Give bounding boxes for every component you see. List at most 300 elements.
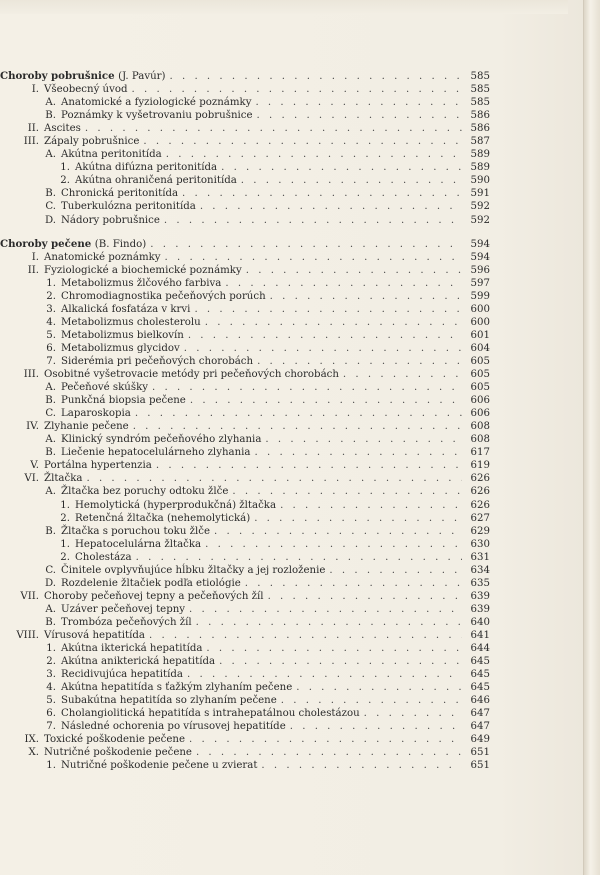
entry-title: Tuberkulózna peritonitída [61, 201, 196, 213]
entry-number: II. [27, 264, 39, 276]
entry-label [0, 251, 161, 264]
entry-number: IV. [26, 421, 39, 433]
page-number: 647 [470, 708, 490, 720]
page-number: 619 [470, 460, 490, 472]
page-number: 587 [470, 136, 490, 148]
toc-entry [0, 590, 490, 603]
entry-label [0, 368, 339, 381]
toc-entry [0, 174, 490, 187]
toc-entry [0, 214, 490, 227]
entry-number: A. [45, 97, 56, 109]
toc-chapter-heading [0, 238, 490, 251]
toc-entry [0, 394, 490, 407]
entry-number: 2. [60, 512, 70, 524]
page-number: 586 [470, 110, 490, 122]
entry-label [0, 135, 139, 148]
entry-title: Poznámky k vyšetrovaniu pobrušnice [61, 110, 253, 122]
entry-number: D. [44, 577, 56, 589]
toc-entry [0, 420, 490, 433]
page-number: 631 [470, 551, 490, 563]
leader-dots [257, 355, 462, 368]
page-number: 594 [470, 251, 490, 263]
leader-dots [329, 564, 462, 577]
entry-number: C. [45, 201, 56, 213]
entry-label [0, 277, 221, 290]
entry-number: VIII. [16, 629, 39, 641]
leader-dots [241, 174, 462, 187]
entry-number: 1. [60, 538, 70, 550]
toc-entry [0, 642, 490, 655]
entry-title: Akútna anikterická hepatitída [61, 656, 216, 668]
entry-title: Choroby pečeňovej tepny a pečeňových žíl [44, 590, 264, 602]
entry-label [0, 394, 186, 407]
leader-dots [280, 499, 462, 512]
toc-entry [0, 655, 490, 668]
page-number: 645 [470, 669, 490, 681]
entry-label [0, 174, 237, 187]
entry-label [0, 83, 128, 96]
entry-number: 1. [60, 162, 70, 174]
entry-label [0, 707, 360, 720]
entry-number: 3. [46, 669, 56, 681]
page-number: 651 [470, 747, 490, 759]
leader-dots [86, 472, 462, 485]
entry-label [0, 629, 145, 642]
entry-number: B. [45, 188, 56, 200]
page-number: 626 [470, 486, 490, 498]
entry-label [0, 538, 201, 551]
entry-label [0, 472, 82, 485]
leader-dots [343, 368, 462, 381]
leader-dots [136, 551, 462, 564]
toc-entry [0, 446, 490, 459]
toc-entry [0, 355, 490, 368]
entry-number: 1. [60, 499, 70, 511]
leader-dots [143, 135, 462, 148]
chapter-title [0, 238, 146, 251]
entry-number: 4. [46, 316, 56, 328]
leader-dots [290, 720, 462, 733]
toc-section [0, 70, 490, 227]
entry-label [0, 681, 292, 694]
entry-title: Akútna hepatitída s ťažkým zlyhaním pečene [61, 682, 293, 694]
leader-dots [296, 681, 462, 694]
page-number: 606 [470, 408, 490, 420]
toc-entry [0, 96, 490, 109]
page-number: 585 [470, 84, 490, 96]
leader-dots [156, 459, 462, 472]
entry-title: Žltačka [44, 473, 83, 485]
toc-entry [0, 329, 490, 342]
entry-number: 2. [60, 551, 70, 563]
page-number: 600 [470, 316, 490, 328]
toc-entry [0, 200, 490, 213]
entry-number: 2. [46, 290, 56, 302]
chapter-title-text: Choroby pobrušnice [0, 70, 115, 82]
entry-number: 2. [60, 175, 70, 187]
entry-label [0, 525, 210, 538]
toc-entry [0, 251, 490, 264]
toc-entry [0, 499, 490, 512]
page-number: 627 [470, 512, 490, 524]
entry-number: 1. [46, 643, 56, 655]
toc-entry [0, 472, 490, 485]
page-number: 647 [470, 721, 490, 733]
entry-title: Následné ochorenia po vírusovej hepatitíde [61, 721, 286, 733]
entry-title: Cholestáza [75, 551, 132, 563]
entry-title: Recidivujúca hepatitída [61, 669, 183, 681]
entry-number: V. [30, 460, 39, 472]
entry-label [0, 420, 129, 433]
toc-entry [0, 83, 490, 96]
toc-entry [0, 368, 490, 381]
table-of-contents [0, 70, 490, 783]
toc-entry [0, 135, 490, 148]
page-number: 596 [470, 264, 490, 276]
entry-title: Retenčná žltačka (nehemolytická) [75, 512, 251, 524]
leader-dots [164, 214, 462, 227]
entry-number: 7. [46, 355, 56, 367]
entry-title: Rozdelenie žltačiek podľa etiológie [61, 577, 241, 589]
entry-title: Laparoskopia [61, 408, 131, 420]
entry-label [0, 355, 253, 368]
entry-label [0, 512, 250, 525]
entry-label [0, 342, 180, 355]
entry-number: III. [23, 136, 39, 148]
entry-label [0, 642, 202, 655]
entry-label [0, 109, 253, 122]
entry-number: VI. [24, 473, 39, 485]
entry-label [0, 590, 264, 603]
entry-title: Akútna peritonitída [61, 149, 162, 161]
leader-dots [206, 642, 462, 655]
entry-number: 1. [46, 277, 56, 289]
entry-number: A. [45, 382, 56, 394]
book-gutter [583, 0, 600, 875]
leader-dots [196, 746, 462, 759]
toc-entry [0, 148, 490, 161]
entry-title: Chromodiagnostika pečeňových porúch [61, 290, 266, 302]
page-number: 585 [470, 97, 490, 109]
entry-number: C. [45, 408, 56, 420]
page-number: 645 [470, 682, 490, 694]
leader-dots [85, 122, 462, 135]
toc-entry [0, 694, 490, 707]
entry-number: X. [28, 747, 39, 759]
entry-label [0, 187, 178, 200]
entry-number: IX. [24, 734, 39, 746]
entry-number: I. [31, 251, 39, 263]
page-number: 605 [470, 382, 490, 394]
entry-title: Chronická peritonitída [61, 188, 179, 200]
entry-title: Ascites [44, 123, 81, 135]
entry-number: D. [44, 214, 56, 226]
leader-dots [170, 70, 463, 83]
page-number: 649 [470, 734, 490, 746]
toc-entry [0, 187, 490, 200]
entry-title: Anatomické a fyziologické poznámky [61, 97, 252, 109]
page-number: 592 [470, 201, 490, 213]
leader-dots [205, 316, 462, 329]
entry-number: B. [45, 110, 56, 122]
entry-number: I. [31, 84, 39, 96]
page-number: 629 [470, 525, 490, 537]
toc-entry [0, 746, 490, 759]
entry-number: A. [45, 603, 56, 615]
entry-title: Metabolizmus cholesterolu [61, 316, 201, 328]
toc-entry [0, 759, 490, 772]
page-number: 601 [470, 329, 490, 341]
page-number: 651 [470, 760, 490, 772]
leader-dots [133, 420, 462, 433]
entry-label [0, 668, 183, 681]
entry-label [0, 161, 217, 174]
entry-number: B. [45, 525, 56, 537]
entry-label [0, 446, 250, 459]
entry-title: Portálna hypertenzia [44, 460, 152, 472]
leader-dots [182, 187, 462, 200]
leader-dots [150, 238, 462, 251]
page-number: 630 [470, 538, 490, 550]
entry-title: Cholangiolitická hepatitída s intrahepatálnou cholestázou [61, 708, 360, 720]
toc-entry [0, 681, 490, 694]
entry-number: II. [27, 123, 39, 135]
page-number: 589 [470, 149, 490, 161]
entry-title: Nutričné poškodenie pečene [44, 747, 192, 759]
toc-entry [0, 109, 490, 122]
leader-dots [135, 407, 462, 420]
leader-dots [187, 668, 462, 681]
entry-title: Klinický syndróm pečeňového zlyhania [61, 434, 262, 446]
chapter-title [0, 70, 166, 83]
entry-number: 7. [46, 721, 56, 733]
entry-title: Osobitné vyšetrovacie metódy pri pečeňových chorobách [44, 369, 339, 381]
toc-entry [0, 668, 490, 681]
entry-title: Akútna ohraničená peritonitída [75, 175, 237, 187]
page-number: 605 [470, 355, 490, 367]
entry-title: Alkalická fosfatáza v krvi [61, 303, 191, 315]
page-number: 635 [470, 577, 490, 589]
entry-title: Zlyhanie pečene [44, 421, 129, 433]
entry-number: 5. [46, 695, 56, 707]
page-number: 641 [470, 629, 490, 641]
page-number: 639 [470, 590, 490, 602]
entry-title: Nutričné poškodenie pečene u zvierat [61, 760, 258, 772]
chapter-title-text: Choroby pečene [0, 237, 92, 250]
page-number: 604 [470, 342, 490, 354]
leader-dots [132, 83, 462, 96]
entry-label [0, 499, 276, 512]
page-number: 639 [470, 603, 490, 615]
leader-dots [364, 707, 462, 720]
entry-number: B. [45, 616, 56, 628]
toc-entry [0, 720, 490, 733]
page-number: 591 [470, 188, 490, 200]
entry-title: Anatomické poznámky [44, 251, 161, 263]
entry-label [0, 655, 215, 668]
leader-dots [166, 148, 462, 161]
leader-dots [194, 303, 462, 316]
leader-dots [200, 200, 462, 213]
entry-title: Fyziologické a biochemické poznámky [44, 264, 242, 276]
toc-entry [0, 122, 490, 135]
entry-label [0, 551, 132, 564]
page-number: 626 [470, 499, 490, 511]
entry-number: C. [45, 564, 56, 576]
page-number: 626 [470, 473, 490, 485]
page-number: 645 [470, 656, 490, 668]
leader-dots [189, 603, 462, 616]
page-number: 600 [470, 303, 490, 315]
entry-label [0, 407, 131, 420]
toc-entry [0, 603, 490, 616]
entry-label [0, 616, 192, 629]
page-number: 585 [470, 71, 490, 82]
entry-title: Zápaly pobrušnice [44, 136, 140, 148]
leader-dots [219, 655, 462, 668]
leader-dots [152, 381, 462, 394]
entry-title: Vírusová hepatitída [44, 629, 145, 641]
leader-dots [214, 525, 462, 538]
entry-number: A. [45, 149, 56, 161]
entry-title: Hepatocelulárna žltačka [75, 538, 202, 550]
entry-label [0, 381, 148, 394]
leader-dots [255, 96, 462, 109]
entry-label [0, 433, 261, 446]
page-number: 597 [470, 277, 490, 289]
toc-entry [0, 459, 490, 472]
entry-label [0, 122, 81, 135]
toc-entry [0, 707, 490, 720]
entry-title: Pečeňové skúšky [61, 382, 148, 394]
entry-number: 6. [46, 342, 56, 354]
entry-title: Hemolytická (hyperprodukčná) žltačka [75, 499, 277, 511]
entry-label [0, 96, 251, 109]
leader-dots [268, 590, 462, 603]
toc-entry [0, 342, 490, 355]
leader-dots [205, 538, 462, 551]
toc-section [0, 238, 490, 773]
page-number: 605 [470, 369, 490, 381]
entry-title: Metabolizmus bielkovín [61, 329, 184, 341]
leader-dots [281, 694, 462, 707]
toc-entry [0, 485, 490, 498]
leader-dots [270, 290, 462, 303]
toc-entry [0, 538, 490, 551]
entry-label [0, 564, 325, 577]
leader-dots [254, 512, 462, 525]
toc-entry [0, 616, 490, 629]
entry-label [0, 459, 152, 472]
entry-title: Nádory pobrušnice [61, 214, 160, 226]
entry-label [0, 200, 196, 213]
page-number: 644 [470, 643, 490, 655]
leader-dots [225, 277, 462, 290]
leader-dots [232, 485, 462, 498]
entry-title: Siderémia pri pečeňových chorobách [61, 355, 254, 367]
leader-dots [221, 161, 462, 174]
entry-number: 4. [46, 682, 56, 694]
page-number: 592 [470, 214, 490, 226]
leader-dots [149, 629, 462, 642]
entry-number: B. [45, 447, 56, 459]
entry-number: 6. [46, 708, 56, 720]
toc-entry [0, 629, 490, 642]
entry-title: Akútna difúzna peritonitída [75, 162, 218, 174]
entry-number: 5. [46, 329, 56, 341]
entry-title: Trombóza pečeňových žíl [61, 616, 192, 628]
entry-label [0, 303, 190, 316]
toc-entry [0, 161, 490, 174]
entry-number: 3. [46, 303, 56, 315]
entry-number: III. [23, 369, 39, 381]
toc-entry [0, 564, 490, 577]
page-number: 599 [470, 290, 490, 302]
entry-label [0, 316, 201, 329]
leader-dots [189, 733, 462, 746]
entry-title: Uzáver pečeňovej tepny [61, 603, 186, 615]
entry-number: A. [45, 486, 56, 498]
entry-title: Metabolizmus žlčového farbiva [61, 277, 222, 289]
leader-dots [257, 109, 462, 122]
leader-dots [265, 433, 462, 446]
entry-number: A. [45, 434, 56, 446]
entry-title: Punkčná biopsia pečene [61, 395, 186, 407]
page-number: 590 [470, 175, 490, 187]
page-number: 589 [470, 162, 490, 174]
entry-title: Liečenie hepatocelulárneho zlyhania [61, 447, 251, 459]
leader-dots [246, 264, 462, 277]
toc-entry [0, 264, 490, 277]
entry-number: 1. [46, 760, 56, 772]
entry-label [0, 290, 266, 303]
toc-entry [0, 433, 490, 446]
toc-entry [0, 551, 490, 564]
page-number: 594 [470, 238, 490, 250]
leader-dots [184, 342, 462, 355]
leader-dots [188, 329, 462, 342]
page-number: 608 [470, 421, 490, 433]
entry-title: Všeobecný úvod [44, 84, 128, 96]
toc-entry [0, 577, 490, 590]
page-number: 608 [470, 434, 490, 446]
entry-title: Žltačka bez poruchy odtoku žlče [61, 486, 229, 498]
entry-title: Žltačka s poruchou toku žlče [61, 525, 211, 537]
entry-title: Činitele ovplyvňujúce hĺbku žltačky a jej rozloženie [61, 564, 326, 576]
toc-entry [0, 407, 490, 420]
leader-dots [196, 616, 462, 629]
toc-entry [0, 303, 490, 316]
chapter-author: (J. Pavúr) [118, 71, 166, 82]
entry-label [0, 485, 228, 498]
leader-dots [261, 759, 462, 772]
toc-chapter-heading [0, 70, 490, 83]
entry-number: VII. [20, 590, 39, 602]
entry-label [0, 746, 192, 759]
entry-label [0, 759, 257, 772]
entry-title: Toxické poškodenie pečene [44, 734, 185, 746]
toc-entry [0, 381, 490, 394]
entry-title: Akútna ikterická hepatitída [61, 643, 203, 655]
entry-label [0, 214, 160, 227]
toc-entry [0, 290, 490, 303]
entry-label [0, 577, 241, 590]
toc-entry [0, 277, 490, 290]
page-number: 617 [470, 447, 490, 459]
entry-label [0, 720, 286, 733]
chapter-author: (B. Findo) [94, 238, 147, 250]
toc-entry [0, 512, 490, 525]
